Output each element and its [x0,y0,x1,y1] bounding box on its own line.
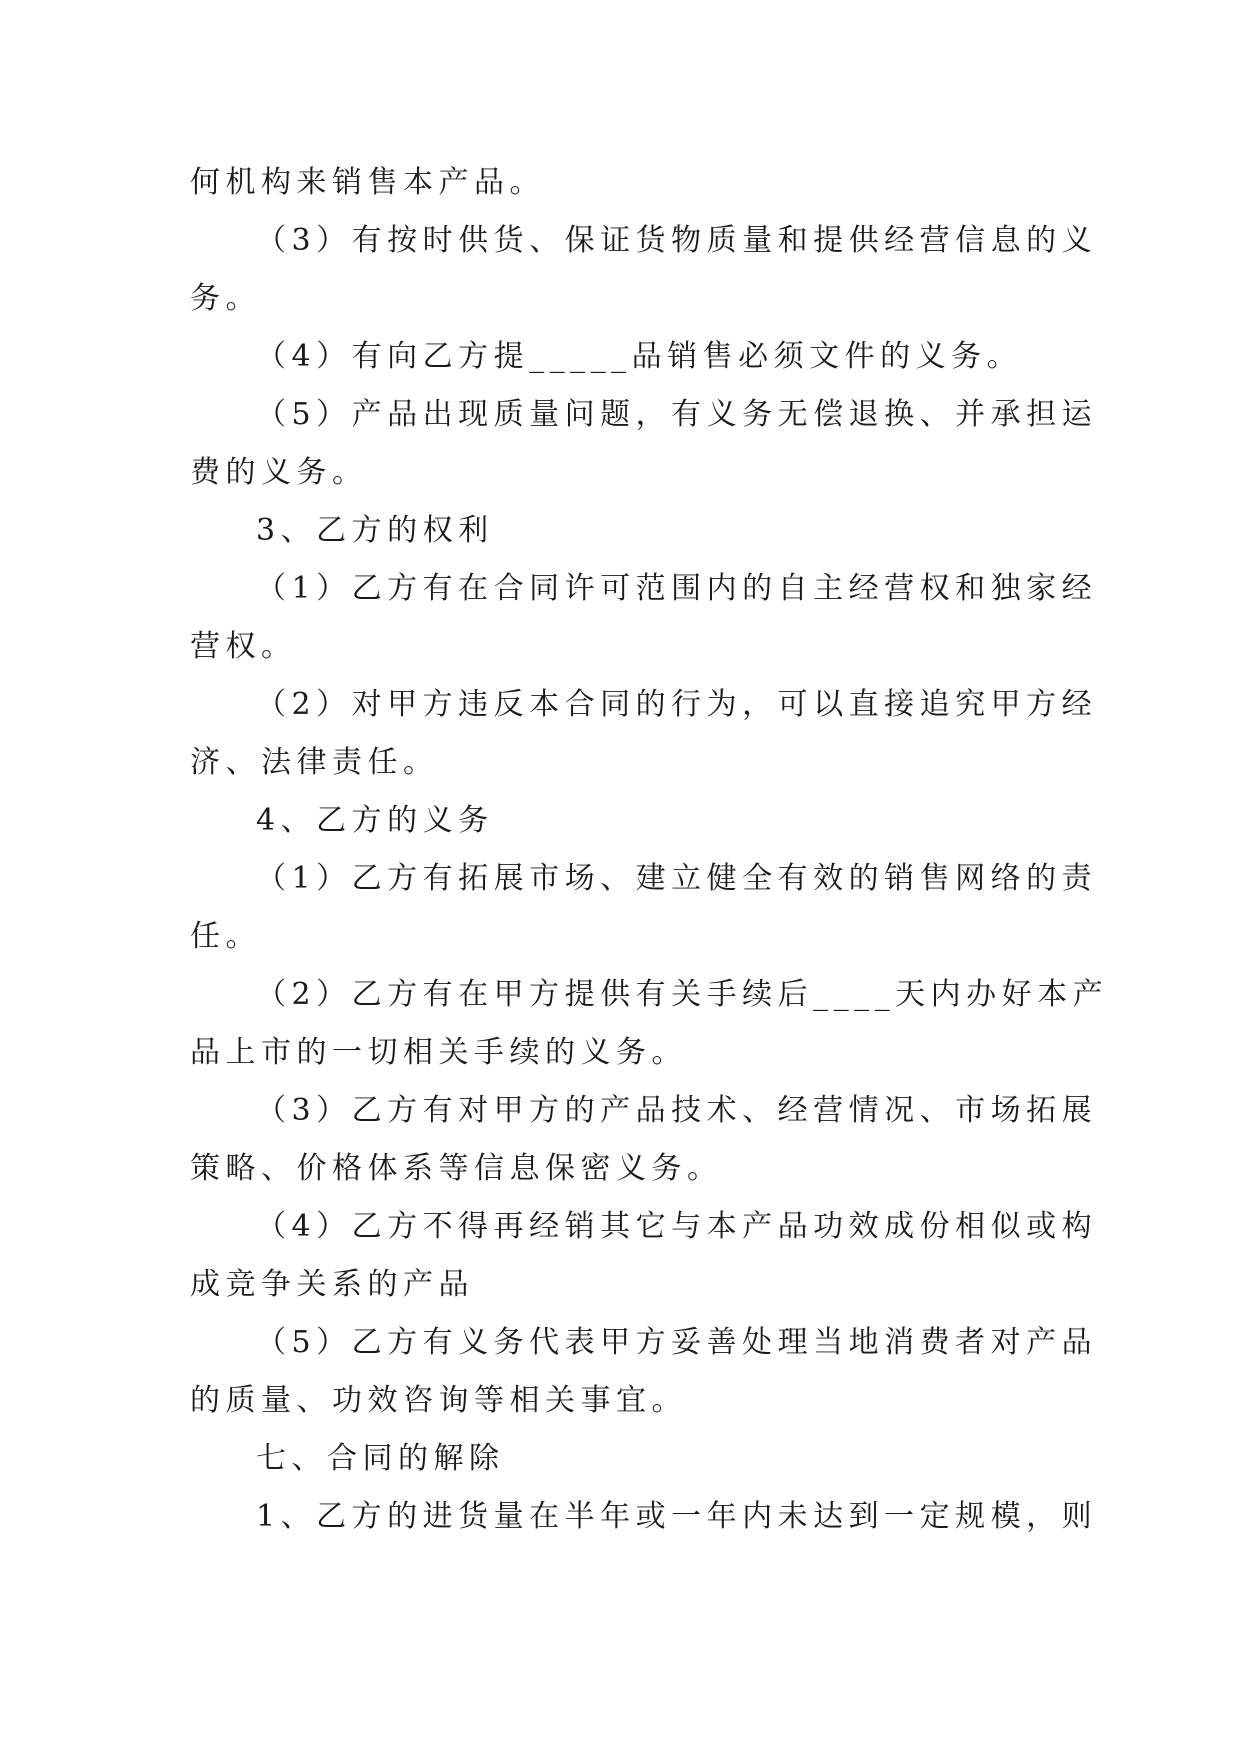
text-line: 策略、价格体系等信息保密义务。 [190,1151,723,1186]
text-line: （3）乙方有对甲方的产品技术、经营情况、市场拓展 [256,1093,1098,1128]
text-line: （4）乙方不得再经销其它与本产品功效成份相似或构 [256,1209,1098,1244]
text-line: （2）乙方有在甲方提供有关手续后____天内办好本产 [256,977,1109,1012]
text-line: （2）对甲方违反本合同的行为，可以直接追究甲方经 [256,687,1098,722]
text-line: 任。 [190,919,261,954]
text-line: 的质量、功效咨询等相关事宜。 [190,1383,687,1418]
section-heading: 七、合同的解除 [256,1441,505,1476]
text-line: （4）有向乙方提_____品销售必须文件的义务。 [256,339,1023,374]
section-heading: 3、乙方的权利 [256,513,494,548]
text-line: （5）产品出现质量问题，有义务无偿退换、并承担运 [256,397,1098,432]
text-line: 务。 [190,281,261,316]
text-line: 济、法律责任。 [190,745,439,780]
text-line: （5）乙方有义务代表甲方妥善处理当地消费者对产品 [256,1325,1098,1360]
section-heading: 4、乙方的义务 [256,803,494,838]
text-line: 何机构来销售本产品。 [190,165,545,200]
text-line: （1）乙方有拓展市场、建立健全有效的销售网络的责 [256,861,1098,896]
text-line: 成竞争关系的产品 [190,1267,474,1302]
text-line: 费的义务。 [190,455,368,490]
text-line: （3）有按时供货、保证货物质量和提供经营信息的义 [256,223,1098,258]
text-line: （1）乙方有在合同许可范围内的自主经营权和独家经 [256,571,1098,606]
text-line: 1、乙方的进货量在半年或一年内未达到一定规模，则 [256,1499,1098,1534]
document-body [190,154,1109,1546]
text-line: 营权。 [190,629,297,664]
text-line: 品上市的一切相关手续的义务。 [190,1035,687,1070]
